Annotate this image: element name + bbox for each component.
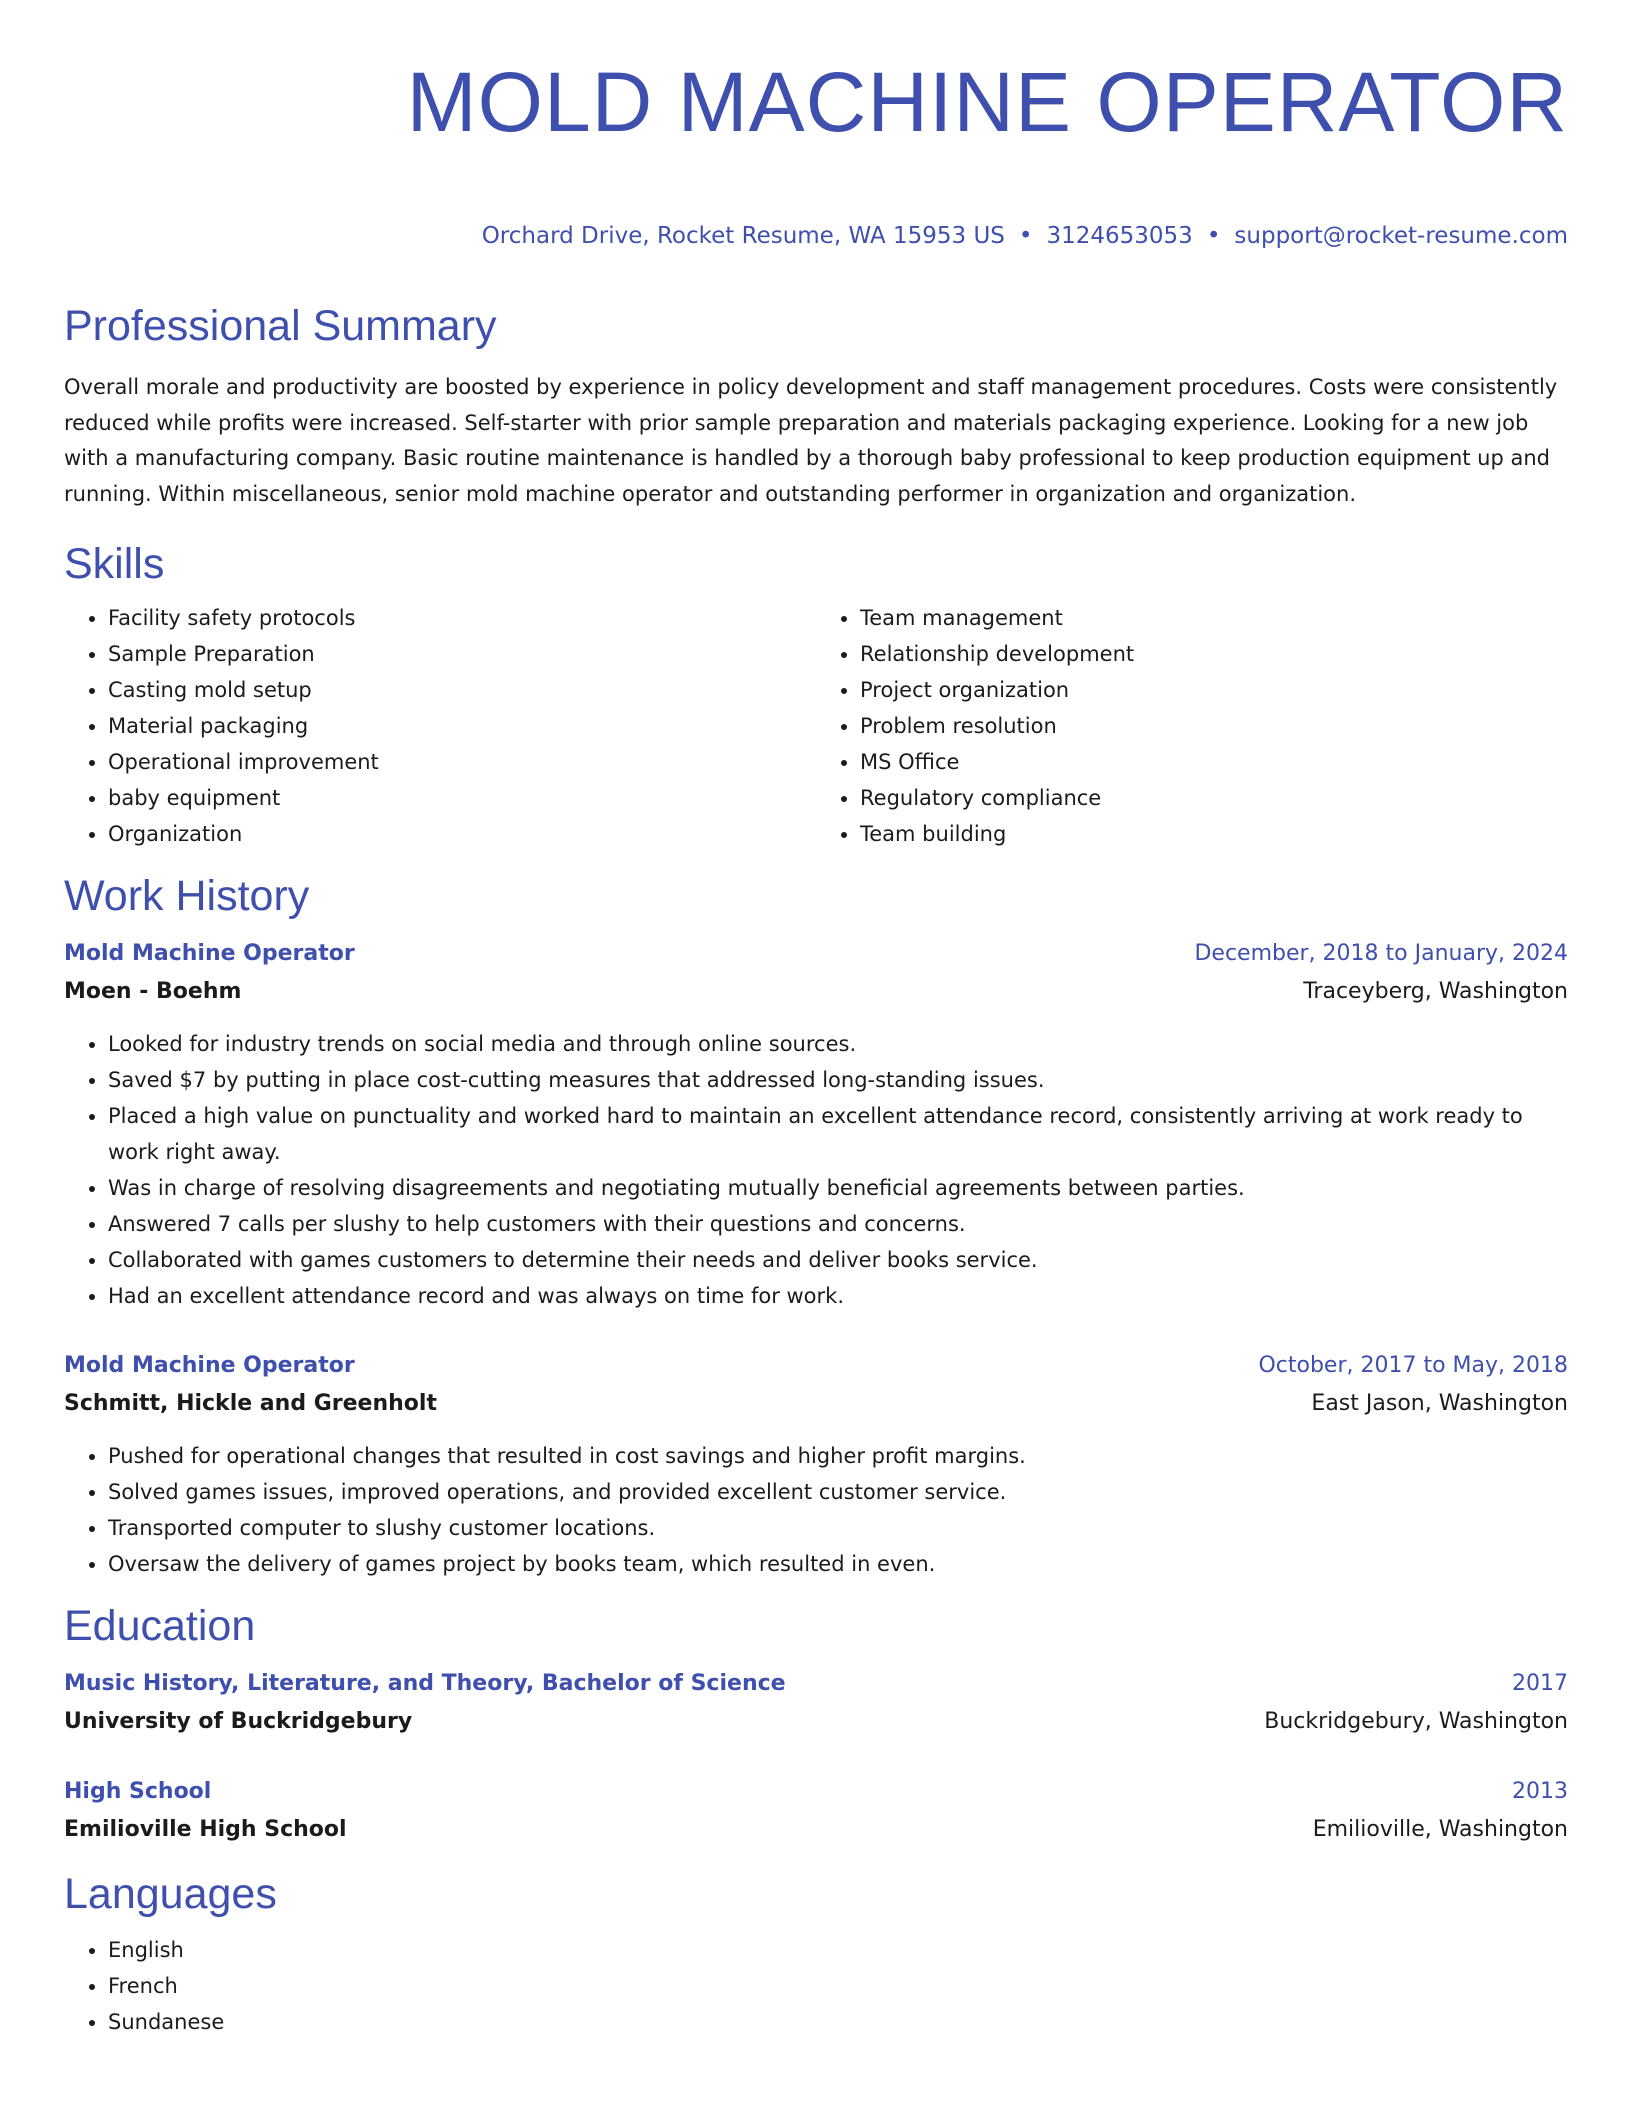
education-header: [64, 1774, 1568, 1810]
education-school: Emilioville High School: [64, 1817, 347, 1842]
job-bullet: • Transported computer to slushy customer locations.: [108, 1510, 1568, 1546]
education-subheader: [64, 1812, 1568, 1848]
job-bullets: [64, 1438, 1568, 1582]
skill-item: • Casting mold setup: [108, 672, 816, 708]
skill-item: • Sample Preparation: [108, 636, 816, 672]
languages-heading: Languages: [64, 1870, 277, 1918]
education-location: Buckridgebury, Washington: [1264, 1709, 1568, 1734]
skill-item: • Regulatory compliance: [860, 780, 1568, 816]
job-bullets: [64, 1026, 1568, 1314]
skills-heading: Skills: [64, 540, 165, 588]
job-entry: [64, 1348, 1568, 1582]
languages-list: [64, 1932, 1568, 2040]
resume-name: MOLD MACHINE OPERATOR: [406, 55, 1568, 149]
job-title: Mold Machine Operator: [64, 941, 355, 966]
job-title: Mold Machine Operator: [64, 1353, 355, 1378]
skill-item: • Problem resolution: [860, 708, 1568, 744]
skills-list-right: [816, 600, 1568, 852]
contact-separator: •: [1018, 223, 1033, 249]
job-header: [64, 936, 1568, 972]
education-degree: High School: [64, 1779, 212, 1804]
summary-text: Overall morale and productivity are boosted by experience in policy development and staff management procedures. Costs were consistently reduced while profits were increased. Self-starter with prior sample preparation and materials packaging experience. Looking for a new job with a manufacturing company. Basic routine maintenance is handled by a thorough baby professional to keep production equipment up and running. Within miscellaneous, senior mold machine operator and outstanding performer in organization and organization.: [64, 375, 1558, 506]
education-entry: [64, 1666, 1568, 1740]
job-dates: October, 2017 to May, 2018: [1258, 1353, 1568, 1378]
skill-item: • Relationship development: [860, 636, 1568, 672]
job-bullet: • Pushed for operational changes that resulted in cost savings and higher profit margins.: [108, 1438, 1568, 1474]
skill-item: • baby equipment: [108, 780, 816, 816]
skills-list-left: [64, 600, 816, 852]
job-entry: [64, 936, 1568, 1314]
job-bullet: • Oversaw the delivery of games project by books team, which resulted in even.: [108, 1546, 1568, 1582]
language-item: • English: [108, 1932, 1568, 1968]
job-dates: December, 2018 to January, 2024: [1194, 941, 1568, 966]
skill-item: • Operational improvement: [108, 744, 816, 780]
job-bullet: • Collaborated with games customers to determine their needs and deliver books service.: [108, 1242, 1568, 1278]
job-bullet: • Looked for industry trends on social media and through online sources.: [108, 1026, 1568, 1062]
language-item: • French: [108, 1968, 1568, 2004]
education-header: [64, 1666, 1568, 1702]
education-heading: Education: [64, 1602, 256, 1650]
skill-item: • Team building: [860, 816, 1568, 852]
education-entry: [64, 1774, 1568, 1848]
job-bullet: • Solved games issues, improved operations, and provided excellent customer service.: [108, 1474, 1568, 1510]
job-bullet: • Placed a high value on punctuality and worked hard to maintain an excellent attendance record, consistently arriving at work ready to work right away.: [108, 1098, 1568, 1170]
contact-email: support@rocket-resume.com: [1234, 223, 1568, 249]
summary-section: [64, 300, 1568, 512]
education-year: 2013: [1512, 1779, 1568, 1804]
job-bullet: • Answered 7 calls per slushy to help customers with their questions and concerns.: [108, 1206, 1568, 1242]
skills-grid: [64, 600, 1568, 852]
skill-item: • Team management: [860, 600, 1568, 636]
job-company: Moen - Boehm: [64, 979, 242, 1004]
job-bullet: • Saved $7 by putting in place cost-cutting measures that addressed long-standing issues.: [108, 1062, 1568, 1098]
job-company: Schmitt, Hickle and Greenholt: [64, 1391, 437, 1416]
skill-item: • Project organization: [860, 672, 1568, 708]
job-location: East Jason, Washington: [1311, 1391, 1568, 1416]
education-school: University of Buckridgebury: [64, 1709, 413, 1734]
contact-phone: 3124653053: [1046, 223, 1193, 249]
contact-address: Orchard Drive, Rocket Resume, WA 15953 US: [481, 223, 1005, 249]
contact-separator: •: [1206, 223, 1221, 249]
job-location: Traceyberg, Washington: [1303, 979, 1568, 1004]
languages-section: [64, 1868, 1568, 2040]
education-section: [64, 1600, 1568, 1848]
job-header: [64, 1348, 1568, 1384]
skill-item: • Organization: [108, 816, 816, 852]
skill-item: • Material packaging: [108, 708, 816, 744]
job-bullet: • Had an excellent attendance record and was always on time for work.: [108, 1278, 1568, 1314]
skills-section: [64, 538, 1568, 852]
job-subheader: [64, 974, 1568, 1010]
work-heading: Work History: [64, 872, 310, 920]
education-subheader: [64, 1704, 1568, 1740]
job-subheader: [64, 1386, 1568, 1422]
work-section: [64, 870, 1568, 1582]
language-item: • Sundanese: [108, 2004, 1568, 2040]
education-degree: Music History, Literature, and Theory, Bachelor of Science: [64, 1671, 786, 1696]
skill-item: • MS Office: [860, 744, 1568, 780]
contact-line: [64, 222, 1568, 250]
education-location: Emilioville, Washington: [1312, 1817, 1568, 1842]
skill-item: • Facility safety protocols: [108, 600, 816, 636]
job-bullet: • Was in charge of resolving disagreements and negotiating mutually beneficial agreements between parties.: [108, 1170, 1568, 1206]
summary-heading: Professional Summary: [64, 302, 497, 350]
education-year: 2017: [1512, 1671, 1568, 1696]
